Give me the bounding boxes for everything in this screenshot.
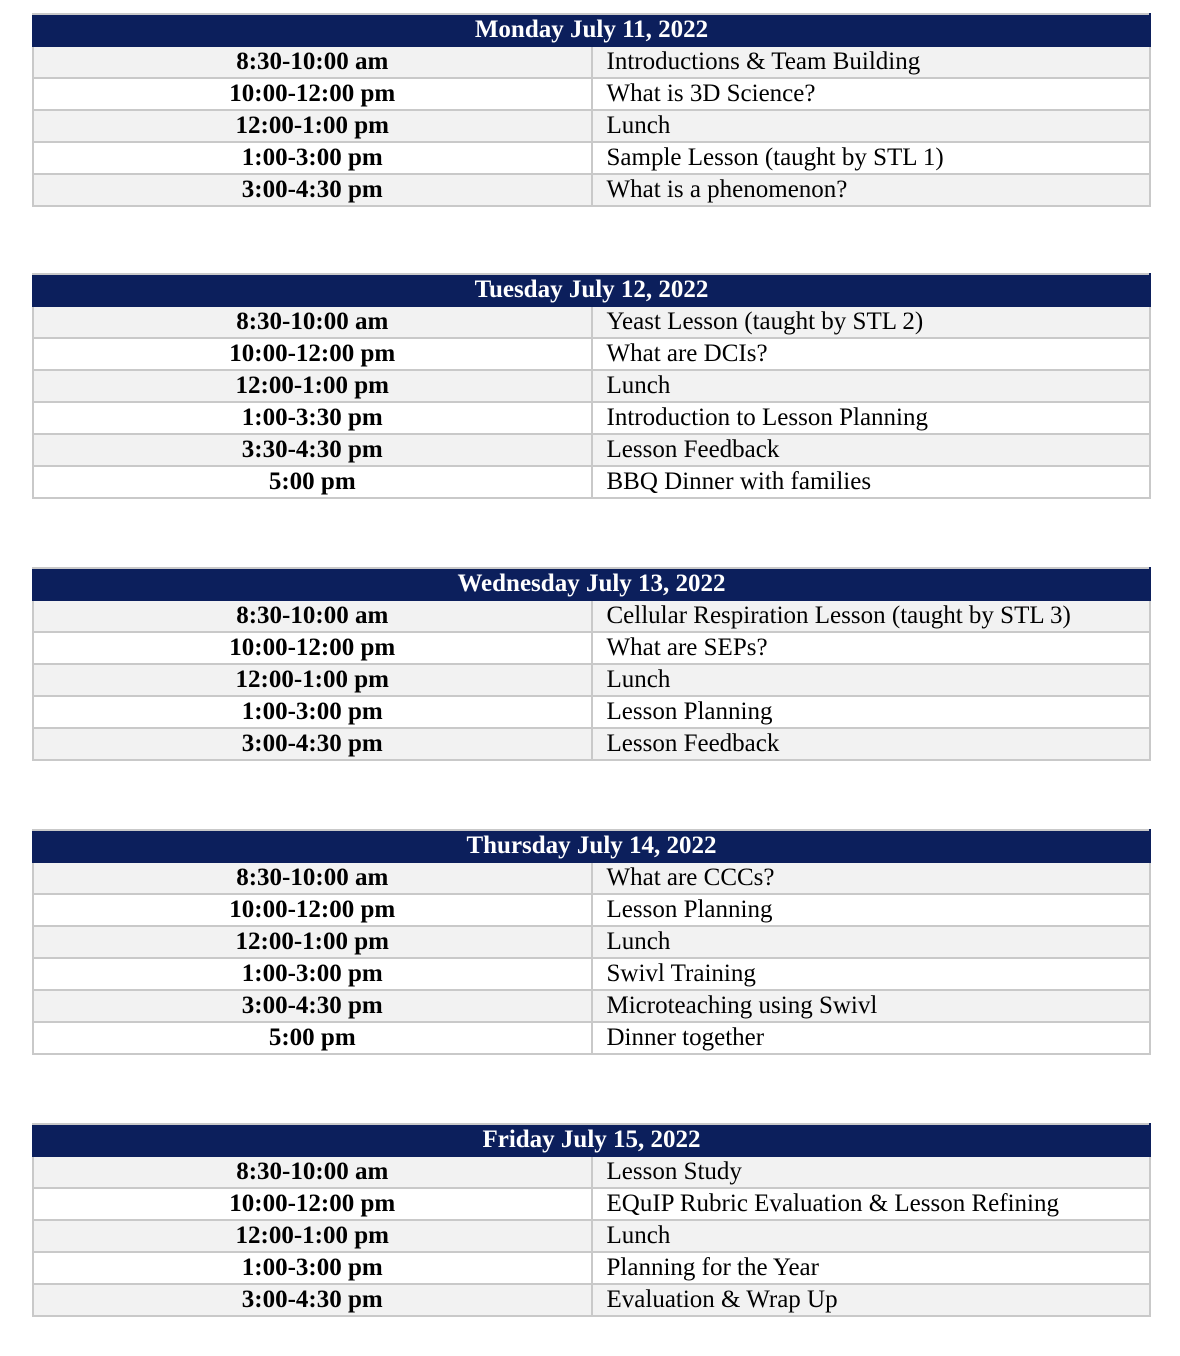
- time-cell: 3:00-4:30 pm: [33, 728, 592, 760]
- schedule-row: [33, 1188, 1150, 1220]
- schedule-row: [33, 370, 1150, 402]
- time-cell: 10:00-12:00 pm: [33, 78, 592, 110]
- activity-cell: What are CCCs?: [592, 862, 1151, 894]
- day-header: [33, 274, 1150, 306]
- schedule-row: [33, 338, 1150, 370]
- schedule-row: [33, 46, 1150, 78]
- activity-cell: Introductions & Team Building: [592, 46, 1151, 78]
- time-cell: 1:00-3:00 pm: [33, 958, 592, 990]
- day-title: Tuesday July 12, 2022: [33, 274, 1150, 306]
- schedule-table-tuesday: [32, 273, 1151, 499]
- schedule-row: [33, 466, 1150, 498]
- activity-cell: What is a phenomenon?: [592, 174, 1151, 206]
- activity-cell: Lunch: [592, 926, 1151, 958]
- schedule-row: [33, 728, 1150, 760]
- schedule-row: [33, 1156, 1150, 1188]
- day-title: Thursday July 14, 2022: [33, 830, 1150, 862]
- time-cell: 3:30-4:30 pm: [33, 434, 592, 466]
- schedule-table-friday: [32, 1123, 1151, 1317]
- time-cell: 8:30-10:00 am: [33, 600, 592, 632]
- activity-cell: Dinner together: [592, 1022, 1151, 1054]
- time-cell: 3:00-4:30 pm: [33, 1284, 592, 1316]
- day-title: Friday July 15, 2022: [33, 1124, 1150, 1156]
- activity-cell: Lesson Planning: [592, 696, 1151, 728]
- time-cell: 12:00-1:00 pm: [33, 370, 592, 402]
- time-cell: 10:00-12:00 pm: [33, 1188, 592, 1220]
- activity-cell: Sample Lesson (taught by STL 1): [592, 142, 1151, 174]
- time-cell: 8:30-10:00 am: [33, 1156, 592, 1188]
- day-header: [33, 14, 1150, 46]
- schedule-row: [33, 78, 1150, 110]
- activity-cell: Planning for the Year: [592, 1252, 1151, 1284]
- activity-cell: Yeast Lesson (taught by STL 2): [592, 306, 1151, 338]
- activity-cell: Lesson Study: [592, 1156, 1151, 1188]
- activity-cell: Microteaching using Swivl: [592, 990, 1151, 1022]
- time-cell: 12:00-1:00 pm: [33, 926, 592, 958]
- time-cell: 12:00-1:00 pm: [33, 664, 592, 696]
- day-title: Monday July 11, 2022: [33, 14, 1150, 46]
- time-cell: 1:00-3:00 pm: [33, 1252, 592, 1284]
- schedule-row: [33, 958, 1150, 990]
- time-cell: 1:00-3:00 pm: [33, 142, 592, 174]
- activity-cell: Lunch: [592, 664, 1151, 696]
- schedule-table-monday: [32, 13, 1151, 207]
- schedule-row: [33, 110, 1150, 142]
- schedule-row: [33, 862, 1150, 894]
- schedule-row: [33, 306, 1150, 338]
- activity-cell: Introduction to Lesson Planning: [592, 402, 1151, 434]
- activity-cell: Lesson Planning: [592, 894, 1151, 926]
- schedule-row: [33, 1284, 1150, 1316]
- time-cell: 3:00-4:30 pm: [33, 990, 592, 1022]
- time-cell: 10:00-12:00 pm: [33, 894, 592, 926]
- schedule-row: [33, 664, 1150, 696]
- schedule-row: [33, 696, 1150, 728]
- time-cell: 1:00-3:00 pm: [33, 696, 592, 728]
- activity-cell: Swivl Training: [592, 958, 1151, 990]
- activity-cell: BBQ Dinner with families: [592, 466, 1151, 498]
- time-cell: 12:00-1:00 pm: [33, 110, 592, 142]
- activity-cell: EQuIP Rubric Evaluation & Lesson Refining: [592, 1188, 1151, 1220]
- day-header: [33, 1124, 1150, 1156]
- schedule-table-thursday: [32, 829, 1151, 1055]
- time-cell: 12:00-1:00 pm: [33, 1220, 592, 1252]
- activity-cell: Lunch: [592, 110, 1151, 142]
- activity-cell: Evaluation & Wrap Up: [592, 1284, 1151, 1316]
- day-header: [33, 568, 1150, 600]
- activity-cell: What are SEPs?: [592, 632, 1151, 664]
- schedule-row: [33, 142, 1150, 174]
- activity-cell: Lesson Feedback: [592, 728, 1151, 760]
- day-title: Wednesday July 13, 2022: [33, 568, 1150, 600]
- time-cell: 5:00 pm: [33, 466, 592, 498]
- time-cell: 1:00-3:30 pm: [33, 402, 592, 434]
- schedule-table-wednesday: [32, 567, 1151, 761]
- activity-cell: Lunch: [592, 1220, 1151, 1252]
- activity-cell: Cellular Respiration Lesson (taught by STL 3): [592, 600, 1151, 632]
- time-cell: 8:30-10:00 am: [33, 46, 592, 78]
- time-cell: 10:00-12:00 pm: [33, 338, 592, 370]
- time-cell: 8:30-10:00 am: [33, 862, 592, 894]
- schedule-row: [33, 434, 1150, 466]
- schedule-row: [33, 174, 1150, 206]
- schedule-row: [33, 1220, 1150, 1252]
- schedule-row: [33, 894, 1150, 926]
- schedule-row: [33, 402, 1150, 434]
- activity-cell: Lunch: [592, 370, 1151, 402]
- time-cell: 3:00-4:30 pm: [33, 174, 592, 206]
- time-cell: 8:30-10:00 am: [33, 306, 592, 338]
- day-header: [33, 830, 1150, 862]
- time-cell: 5:00 pm: [33, 1022, 592, 1054]
- schedule-row: [33, 1022, 1150, 1054]
- schedule-row: [33, 600, 1150, 632]
- time-cell: 10:00-12:00 pm: [33, 632, 592, 664]
- schedule-row: [33, 632, 1150, 664]
- schedule-row: [33, 926, 1150, 958]
- schedule-row: [33, 990, 1150, 1022]
- schedule-row: [33, 1252, 1150, 1284]
- activity-cell: What is 3D Science?: [592, 78, 1151, 110]
- activity-cell: Lesson Feedback: [592, 434, 1151, 466]
- activity-cell: What are DCIs?: [592, 338, 1151, 370]
